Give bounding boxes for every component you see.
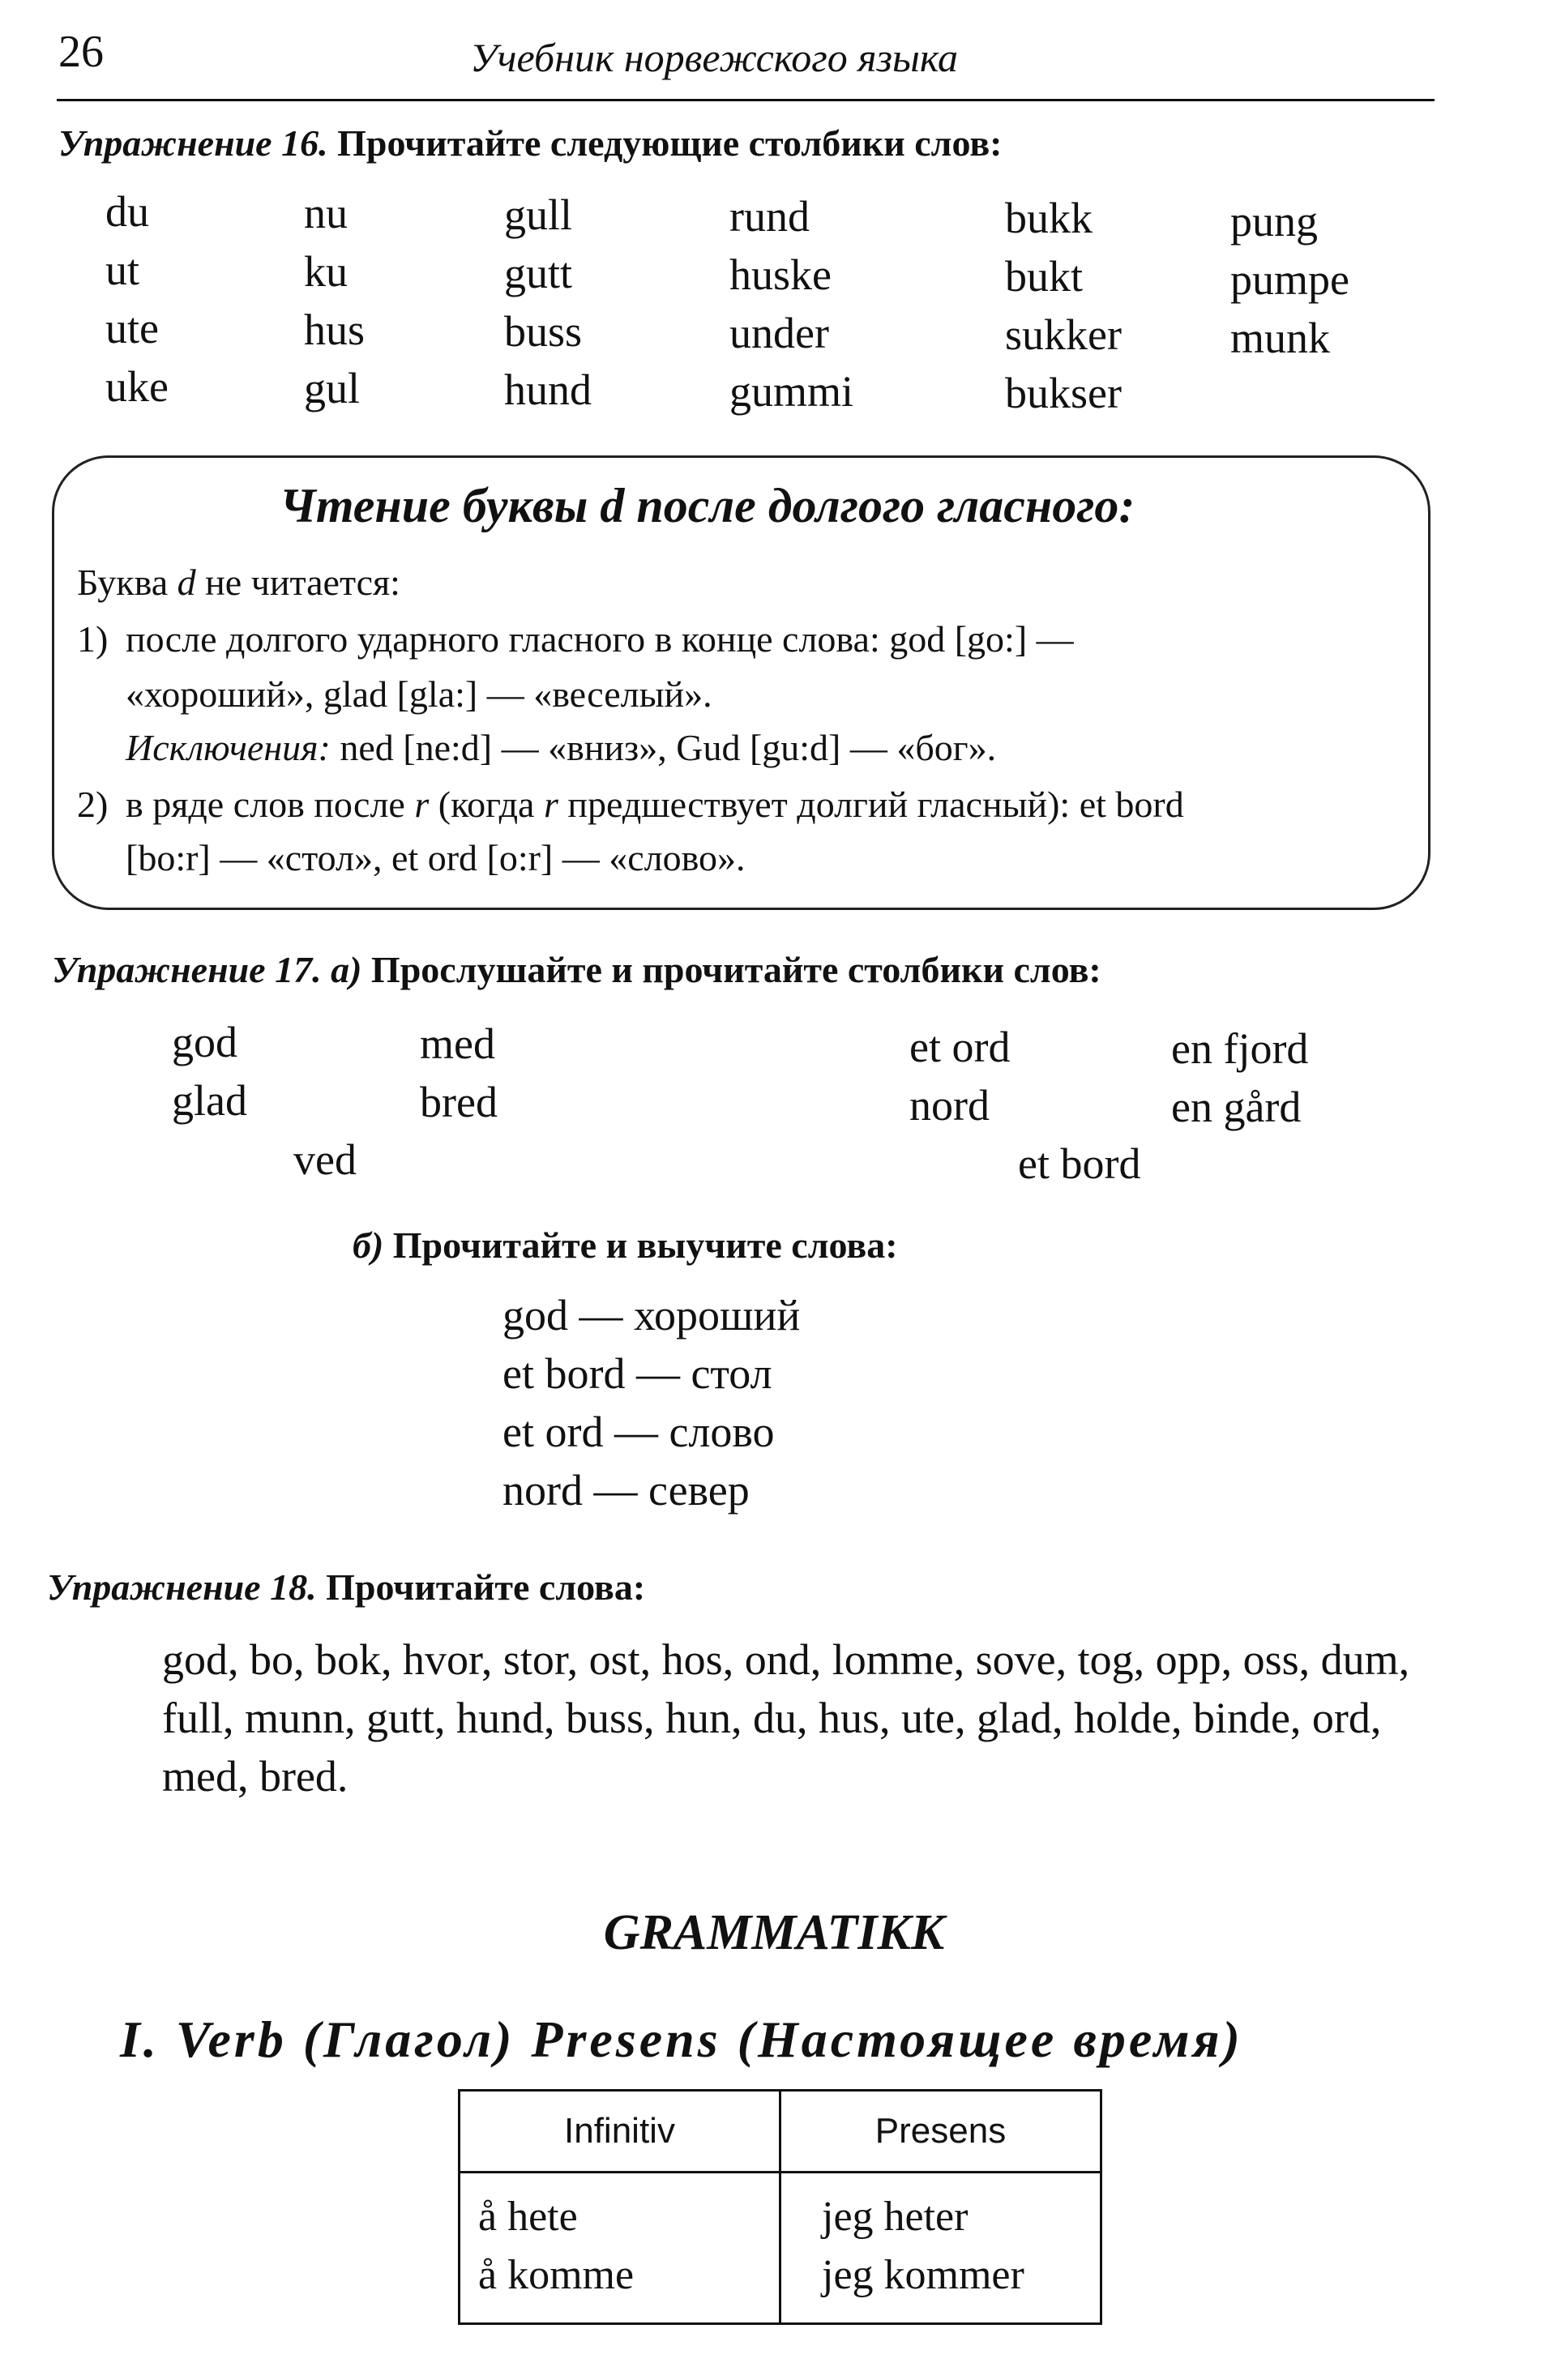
rule-item-2-line-2: [bo:r] — «стол», et ord [o:r] — «слово». bbox=[126, 837, 746, 878]
verb-section-title: I. Verb (Глагол) Presens (Настоящее время) bbox=[120, 2010, 1243, 2068]
column-header-presens: Presens bbox=[780, 2091, 1101, 2173]
exercise-17b-label: б) bbox=[353, 1224, 384, 1266]
infinitiv-cell bbox=[460, 2173, 780, 2324]
page-number: 26 bbox=[58, 27, 104, 77]
infinitiv-form: å hete bbox=[478, 2194, 578, 2240]
word-item: gul bbox=[304, 364, 361, 412]
column-header-infinitiv: Infinitiv bbox=[460, 2091, 780, 2173]
word-item: rund bbox=[729, 192, 810, 241]
exercise-17b-instruction: Прочитайте и выучите слова: bbox=[392, 1224, 898, 1266]
word-item: en fjord bbox=[1171, 1024, 1309, 1073]
word-item: med bbox=[420, 1019, 495, 1068]
vocab-item: et ord — слово bbox=[502, 1408, 775, 1456]
word-item: et ord bbox=[909, 1023, 1011, 1071]
table-header-row bbox=[460, 2091, 1101, 2173]
word-item: gummi bbox=[729, 367, 854, 416]
header-divider bbox=[57, 99, 1435, 101]
exercise-16-instruction: Прочитайте следующие столбики слов: bbox=[337, 122, 1003, 164]
presens-form: jeg heter bbox=[822, 2194, 969, 2240]
word-item: bukt bbox=[1005, 252, 1084, 301]
word-item: god bbox=[172, 1018, 237, 1066]
rule-item-1-line-1: после долгого ударного гласного в конце слова: god [go:] — bbox=[126, 618, 1074, 660]
word-item: du bbox=[105, 187, 149, 236]
vocab-item: nord — север bbox=[502, 1466, 750, 1515]
vocab-item: et bord — стол bbox=[502, 1349, 772, 1398]
table-row bbox=[460, 2173, 1101, 2324]
word-item: bukser bbox=[1005, 369, 1122, 417]
infinitiv-form: å komme bbox=[478, 2252, 635, 2298]
exercise-16-label: Упражнение 16. bbox=[58, 122, 328, 164]
exercise-18-label: Упражнение 18. bbox=[47, 1566, 317, 1608]
grammar-heading: GRAMMATIKK bbox=[603, 1905, 945, 1960]
conjugation-table bbox=[458, 2089, 1102, 2325]
word-item: hus bbox=[304, 306, 366, 354]
word-item: hund bbox=[504, 365, 592, 414]
word-item: et bord bbox=[1018, 1139, 1141, 1188]
word-item: nord bbox=[909, 1081, 990, 1130]
word-item: gutt bbox=[504, 249, 573, 297]
word-item: under bbox=[729, 309, 829, 357]
running-title: Учебник норвежского языка bbox=[470, 35, 959, 80]
word-item: pung bbox=[1230, 197, 1318, 246]
word-item: huske bbox=[729, 250, 832, 299]
word-item: bred bbox=[420, 1078, 498, 1126]
word-item: munk bbox=[1230, 314, 1331, 362]
exercise-18-words: god, bo, bok, hvor, stor, ost, hos, ond, lomme, sove, tog, opp, oss, dum, full, munn, gutt, hund, buss, hun, du, hus, ute, glad, holde, binde, ord, med, bred. bbox=[162, 1635, 1410, 1801]
presens-form: jeg kommer bbox=[822, 2252, 1024, 2298]
exercise-17-instruction: Прослушайте и прочитайте столбики слов: bbox=[370, 949, 1101, 990]
word-item: uke bbox=[105, 362, 169, 411]
rule-item-1-number: 1) bbox=[77, 618, 109, 660]
presens-cell bbox=[780, 2173, 1101, 2324]
exercise-18-instruction: Прочитайте слова: bbox=[326, 1566, 646, 1608]
word-item: en gård bbox=[1171, 1083, 1302, 1131]
word-item: glad bbox=[172, 1076, 247, 1125]
rule-item-2-line-1: в ряде слов после r (когда r предшествует долгий гласный): et bord bbox=[126, 784, 1184, 825]
word-item: nu bbox=[304, 189, 348, 237]
rule-item-1-line-2: «хороший», glad [gla:] — «веселый». bbox=[126, 673, 712, 715]
word-item: ved bbox=[293, 1135, 357, 1184]
vocab-item: god — хороший bbox=[502, 1291, 801, 1340]
word-item: gull bbox=[504, 190, 573, 239]
word-item: sukker bbox=[1005, 310, 1122, 359]
exercise-17b-title bbox=[353, 1224, 898, 1267]
word-item: bukk bbox=[1005, 194, 1093, 242]
rule-item-2-number: 2) bbox=[77, 784, 109, 825]
exercise-16-title bbox=[58, 122, 1002, 165]
rule-heading: Чтение буквы d после долгого гласного: bbox=[280, 479, 1135, 532]
word-item: ute bbox=[105, 304, 159, 353]
rule-intro: Буква d не читается: bbox=[77, 562, 400, 603]
word-item: ut bbox=[105, 246, 140, 294]
word-item: pumpe bbox=[1230, 255, 1349, 304]
rule-exceptions: Исключения: ned [ne:d] — «вниз», Gud [gu:d] — «бог». bbox=[126, 727, 997, 768]
exercise-17-title bbox=[52, 948, 1101, 991]
exercise-17-label: Упражнение 17. а) bbox=[52, 949, 362, 990]
word-item: buss bbox=[504, 307, 583, 356]
word-item: ku bbox=[304, 247, 348, 296]
exercise-18-title bbox=[47, 1566, 645, 1609]
